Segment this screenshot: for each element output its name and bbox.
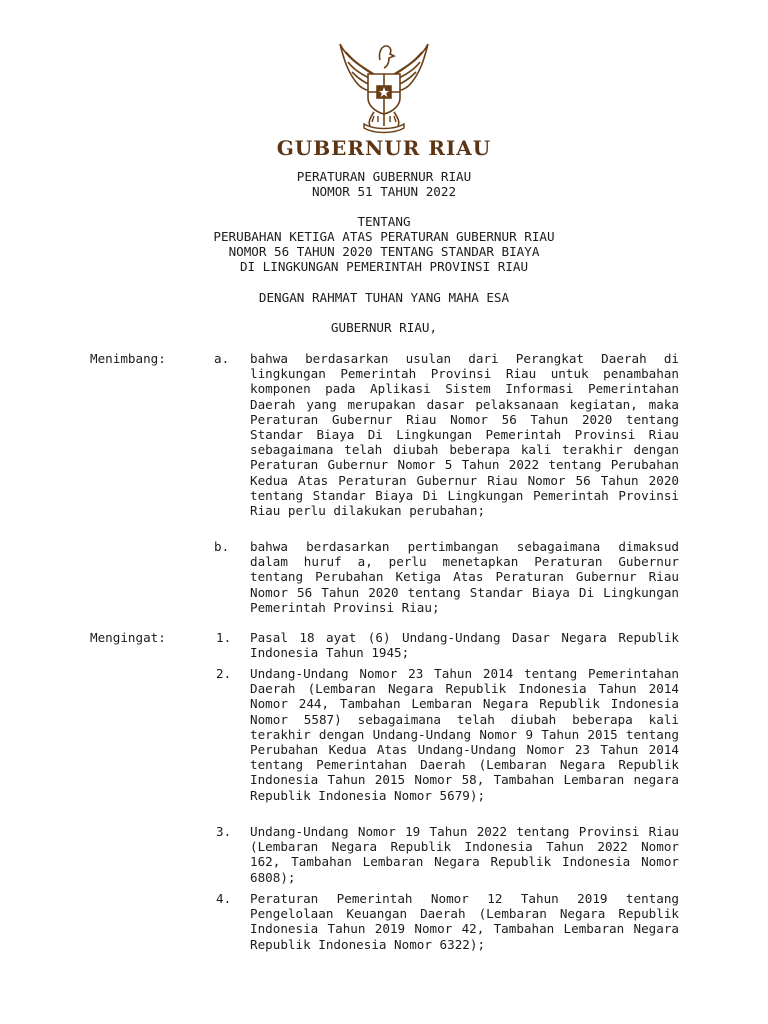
list-item-marker: 1. xyxy=(216,630,232,645)
list-item-marker: 2. xyxy=(216,666,232,681)
list-item-text: Pasal 18 ayat (6) Undang-Undang Dasar Negara Republik Indonesia Tahun 1945; xyxy=(250,630,679,661)
list-item-text: Undang-Undang Nomor 19 Tahun 2022 tentang Provinsi Riau (Lembaran Negara Republik Indonesia Tahun 2022 Nomor 162, Tambahan Lembaran Negara Republik Indonesia Nomor 6808); xyxy=(250,824,679,885)
regulation-number: NOMOR 51 TAHUN 2022 xyxy=(311,184,457,199)
list-item-text: Peraturan Pemerintah Nomor 12 Tahun 2019 tentang Pengelolaan Keuangan Daerah (Lembaran Negara Republik Indonesia Tahun 2019 Nomor 42, Tambahan Lembaran Negara Republik Indonesia Nomor 6322); xyxy=(250,891,679,952)
list-item-text: bahwa berdasarkan pertimbangan sebagaimana dimaksud dalam huruf a, perlu menetapkan Peraturan Gubernur tentang Perubahan Ketiga Atas Peraturan Gubernur Riau Nomor 56 Tahun 2020 tentang Standar Biaya Di Lingkungan Pemerintah Provinsi Riau; xyxy=(250,539,679,615)
garuda-emblem-icon xyxy=(334,38,434,134)
list-item-text: Undang-Undang Nomor 23 Tahun 2014 tentang Pemerintahan Daerah (Lembaran Negara Republik Indonesia Tahun 2014 Nomor 244, Tambahan Lembaran Negara Republik Indonesia Nomor 5587) sebagaimana telah diubah beberapa kali terakhir dengan Undang-Undang Nomor 9 Tahun 2015 tentang Perubahan Kedua Atas Undang-Undang Nomor 23 Tahun 2014 tentang Pemerintahan Daerah (Lembaran Negara Republik Indonesia Tahun 2015 Nomor 58, Tambahan Lembaran negara Republik Indonesia Nomor 5679); xyxy=(250,666,679,803)
list-item-marker: 4. xyxy=(216,891,232,906)
list-item-marker: 3. xyxy=(216,824,232,839)
issuer-line: GUBERNUR RIAU, xyxy=(330,320,438,335)
menimbang-label: Menimbang: xyxy=(90,351,166,366)
list-item-marker: b. xyxy=(214,539,230,554)
list-item-marker: a. xyxy=(214,351,230,366)
list-item-text: bahwa berdasarkan usulan dari Perangkat Daerah di lingkungan Pemerintah Provinsi Riau untuk penambahan komponen pada Aplikasi Sistem Informasi Pemerintahan Daerah yang merupakan dasar pelaksanaan kegiatan, maka Peraturan Gubernur Riau Nomor 56 Tahun 2020 tentang Standar Biaya Di Lingkungan Pemerintah Provinsi Riau sebagaimana telah diubah beberapa kali terakhir dengan Peraturan Gubernur Nomor 5 Tahun 2022 tentang Perubahan Kedua Atas Peraturan Gubernur Riau Nomor 56 Tahun 2020 tentang Standar Biaya Di Lingkungan Pemerintah Provinsi Riau perlu dilakukan perubahan; xyxy=(250,351,679,519)
blessing-line: DENGAN RAHMAT TUHAN YANG MAHA ESA xyxy=(258,290,510,305)
subject-line-2: NOMOR 56 TAHUN 2020 TENTANG STANDAR BIAYA xyxy=(228,244,540,259)
about-label: TENTANG xyxy=(357,214,411,229)
mengingat-label: Mengingat: xyxy=(90,630,166,645)
subject-line-1: PERUBAHAN KETIGA ATAS PERATURAN GUBERNUR RIAU xyxy=(213,229,555,244)
subject-line-3: DI LINGKUNGAN PEMERINTAH PROVINSI RIAU xyxy=(239,259,529,274)
regulation-type: PERATURAN GUBERNUR RIAU xyxy=(296,169,472,184)
governor-header-title: GUBERNUR RIAU xyxy=(276,136,492,160)
